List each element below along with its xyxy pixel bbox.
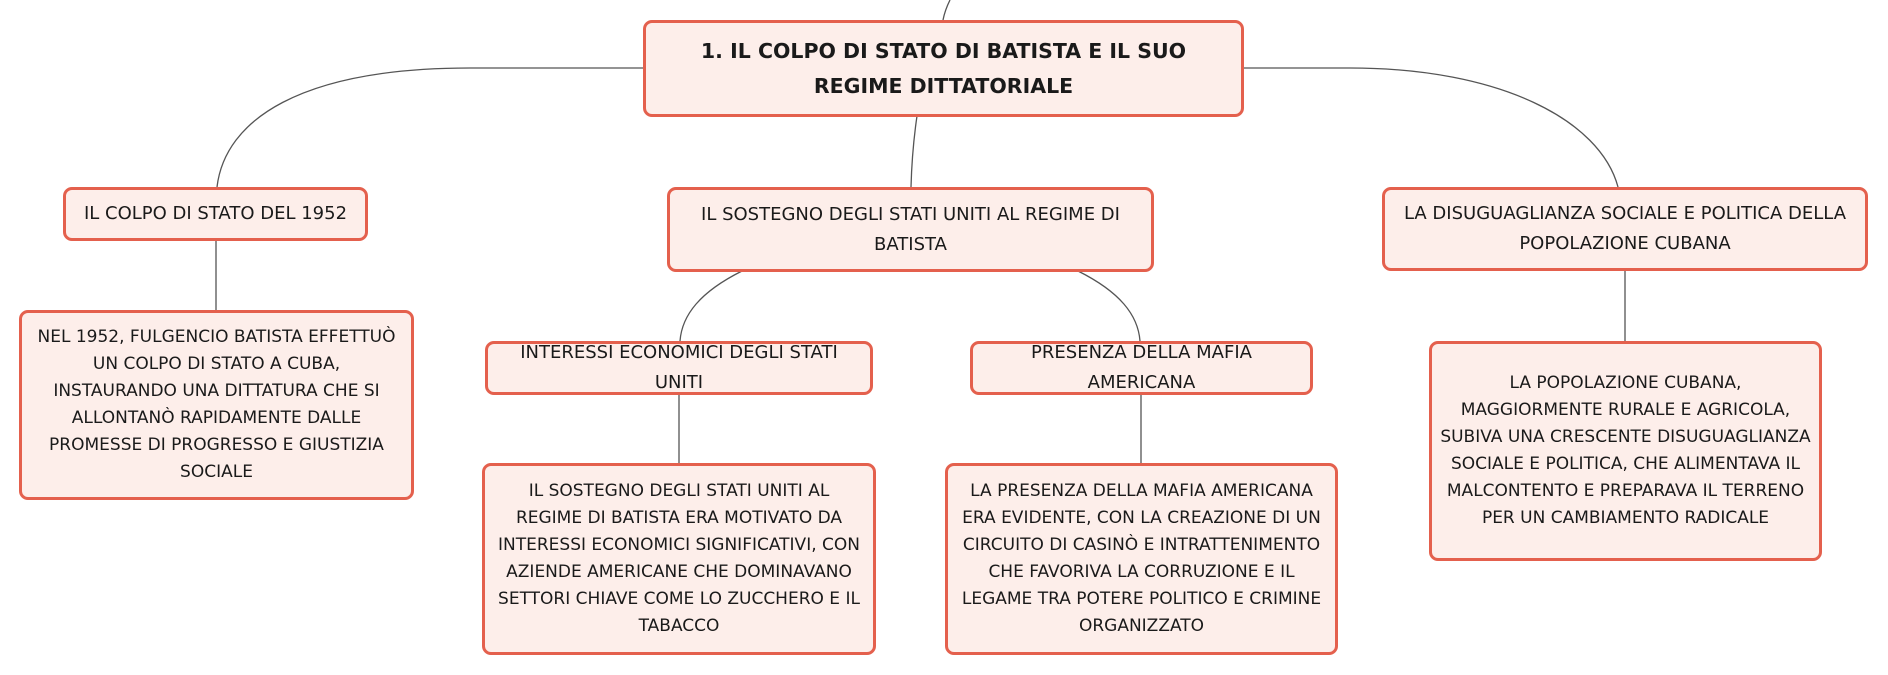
detail-node-economic-interests[interactable] — [482, 463, 876, 655]
topic-node-us-support-label: IL SOSTEGNO DEGLI STATI UNITI AL REGIME DI BATISTA — [701, 203, 1120, 255]
root-node[interactable] — [643, 20, 1244, 117]
connector-root-to-coup — [217, 68, 643, 187]
subtopic-node-american-mafia-label: PRESENZA DELLA MAFIA AMERICANA — [1031, 342, 1252, 393]
connector-us-support-to-mafia — [1078, 271, 1140, 341]
detail-node-social-inequality[interactable] — [1429, 341, 1822, 561]
detail-node-economic-interests-text: IL SOSTEGNO DEGLI STATI UNITI AL REGIME DI BATISTA ERA MOTIVATO DA INTERESSI ECONOMICI SIGNIFICATIVI, CON AZIENDE AMERICANE CHE DOMINAVANO SETTORI CHIAVE COME LO ZUCCHERO E IL TABACCO — [498, 481, 860, 636]
detail-node-coup-1952-text: NEL 1952, FULGENCIO BATISTA EFFETTUÒ UN COLPO DI STATO A CUBA, INSTAURANDO UNA DITTATURA CHE SI ALLONTANÒ RAPIDAMENTE DALLE PROMESSE DI PROGRESSO E GIUSTIZIA SOCIALE — [37, 327, 396, 482]
topic-node-social-inequality[interactable] — [1382, 187, 1868, 271]
connector-root-to-us-support — [911, 116, 917, 187]
topic-node-us-support[interactable] — [667, 187, 1154, 272]
root-node-label: 1. IL COLPO DI STATO DI BATISTA E IL SUO REGIME DITTATORIALE — [700, 38, 1187, 98]
connector-root-to-parent — [943, 0, 950, 20]
topic-node-social-inequality-label: LA DISUGUAGLIANZA SOCIALE E POLITICA DELLA POPOLAZIONE CUBANA — [1403, 203, 1847, 254]
subtopic-node-economic-interests-label: INTERESSI ECONOMICI DEGLI STATI UNITI — [520, 342, 838, 393]
topic-node-coup-1952[interactable] — [63, 187, 368, 241]
subtopic-node-american-mafia[interactable] — [970, 341, 1313, 395]
connector-root-to-inequality — [1243, 68, 1618, 187]
connector-us-support-to-economic — [680, 271, 742, 341]
detail-node-american-mafia[interactable] — [945, 463, 1338, 655]
detail-node-american-mafia-text: LA PRESENZA DELLA MAFIA AMERICANA ERA EVIDENTE, CON LA CREAZIONE DI UN CIRCUITO DI CASINÒ E INTRATTENIMENTO CHE FAVORIVA LA CORRUZIONE E IL LEGAME TRA POTERE POLITICO E CRIMINE ORGANIZZATO — [961, 481, 1322, 636]
detail-node-social-inequality-text: LA POPOLAZIONE CUBANA, MAGGIORMENTE RURALE E AGRICOLA, SUBIVA UNA CRESCENTE DISUGUAGLIANZA SOCIALE E POLITICA, CHE ALIMENTAVA IL MALCONTENTO E PREPARAVA IL TERRENO PER UN CAMBIAMENTO RADICALE — [1440, 373, 1811, 528]
subtopic-node-economic-interests[interactable] — [485, 341, 873, 395]
topic-node-coup-1952-label: IL COLPO DI STATO DEL 1952 — [83, 203, 348, 224]
detail-node-coup-1952[interactable] — [19, 310, 414, 500]
